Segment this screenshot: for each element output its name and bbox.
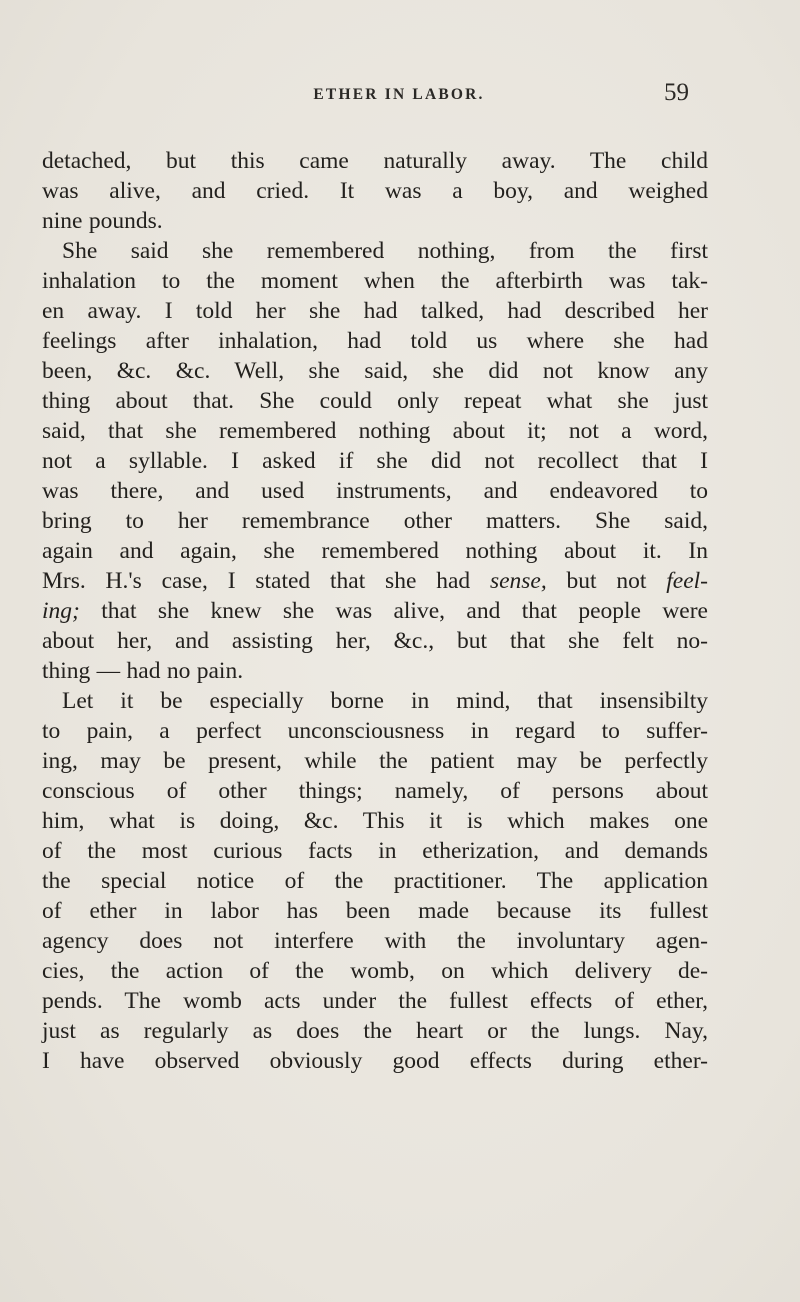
- text-line: about her, and assisting her, &c., but that she felt no-: [42, 628, 708, 654]
- running-head: ETHER IN LABOR.: [313, 86, 485, 103]
- text-line: en away. I told her she had talked, had described her: [42, 298, 708, 324]
- text-line: not a syllable. I asked if she did not recollect that I: [42, 448, 708, 474]
- text-line: just as regularly as does the heart or the lungs. Nay,: [42, 1018, 708, 1044]
- text-line: [42, 566, 708, 596]
- text-segment: but not: [546, 568, 667, 594]
- text-line: [42, 596, 708, 626]
- text-line: was there, and used instruments, and endeavored to: [42, 478, 708, 504]
- text-line: of the most curious facts in etherization, and demands: [42, 838, 708, 864]
- emphasis-feeling: feel-: [666, 568, 708, 594]
- text-line: conscious of other things; namely, of persons about: [42, 778, 708, 804]
- emphasis-sense: sense,: [489, 568, 547, 594]
- text-segment: that she knew she was alive, and that people were: [79, 598, 708, 624]
- text-line: inhalation to the moment when the afterbirth was tak-: [42, 268, 708, 294]
- text-line: thing about that. She could only repeat what she just: [42, 388, 708, 414]
- text-line: to pain, a perfect unconsciousness in regard to suffer-: [42, 718, 708, 744]
- text-line: I have observed obviously good effects during ether-: [42, 1048, 708, 1074]
- text-line: of ether in labor has been made because its fullest: [42, 898, 708, 924]
- text-line: nine pounds.: [42, 208, 163, 234]
- text-line: pends. The womb acts under the fullest effects of ether,: [42, 988, 708, 1014]
- text-line: bring to her remembrance other matters. She said,: [42, 508, 708, 534]
- text-line: detached, but this came naturally away. The child: [42, 148, 708, 174]
- emphasis-feeling-end: ing;: [42, 598, 80, 624]
- text-line: agency does not interfere with the involuntary agen-: [42, 928, 708, 954]
- text-line: cies, the action of the womb, on which delivery de-: [42, 958, 708, 984]
- paragraph-first-line: Let it be especially borne in mind, that insensibilty: [62, 688, 708, 714]
- text-line: him, what is doing, &c. This it is which makes one: [42, 808, 708, 834]
- text-line: been, &c. &c. Well, she said, she did not know any: [42, 358, 708, 384]
- text-line: thing — had no pain.: [42, 658, 244, 684]
- text-line: feelings after inhalation, had told us where she had: [42, 328, 708, 354]
- text-line: said, that she remembered nothing about it; not a word,: [42, 418, 708, 444]
- paragraph-first-line: She said she remembered nothing, from the first: [62, 238, 708, 264]
- page-number: 59: [664, 79, 689, 106]
- text-line: was alive, and cried. It was a boy, and weighed: [42, 178, 708, 204]
- text-line: again and again, she remembered nothing about it. In: [42, 538, 708, 564]
- text-line: ing, may be present, while the patient may be perfectly: [42, 748, 708, 774]
- text-line: the special notice of the practitioner. The application: [42, 868, 708, 894]
- text-segment: Mrs. H.'s case, I stated that she had: [42, 568, 490, 594]
